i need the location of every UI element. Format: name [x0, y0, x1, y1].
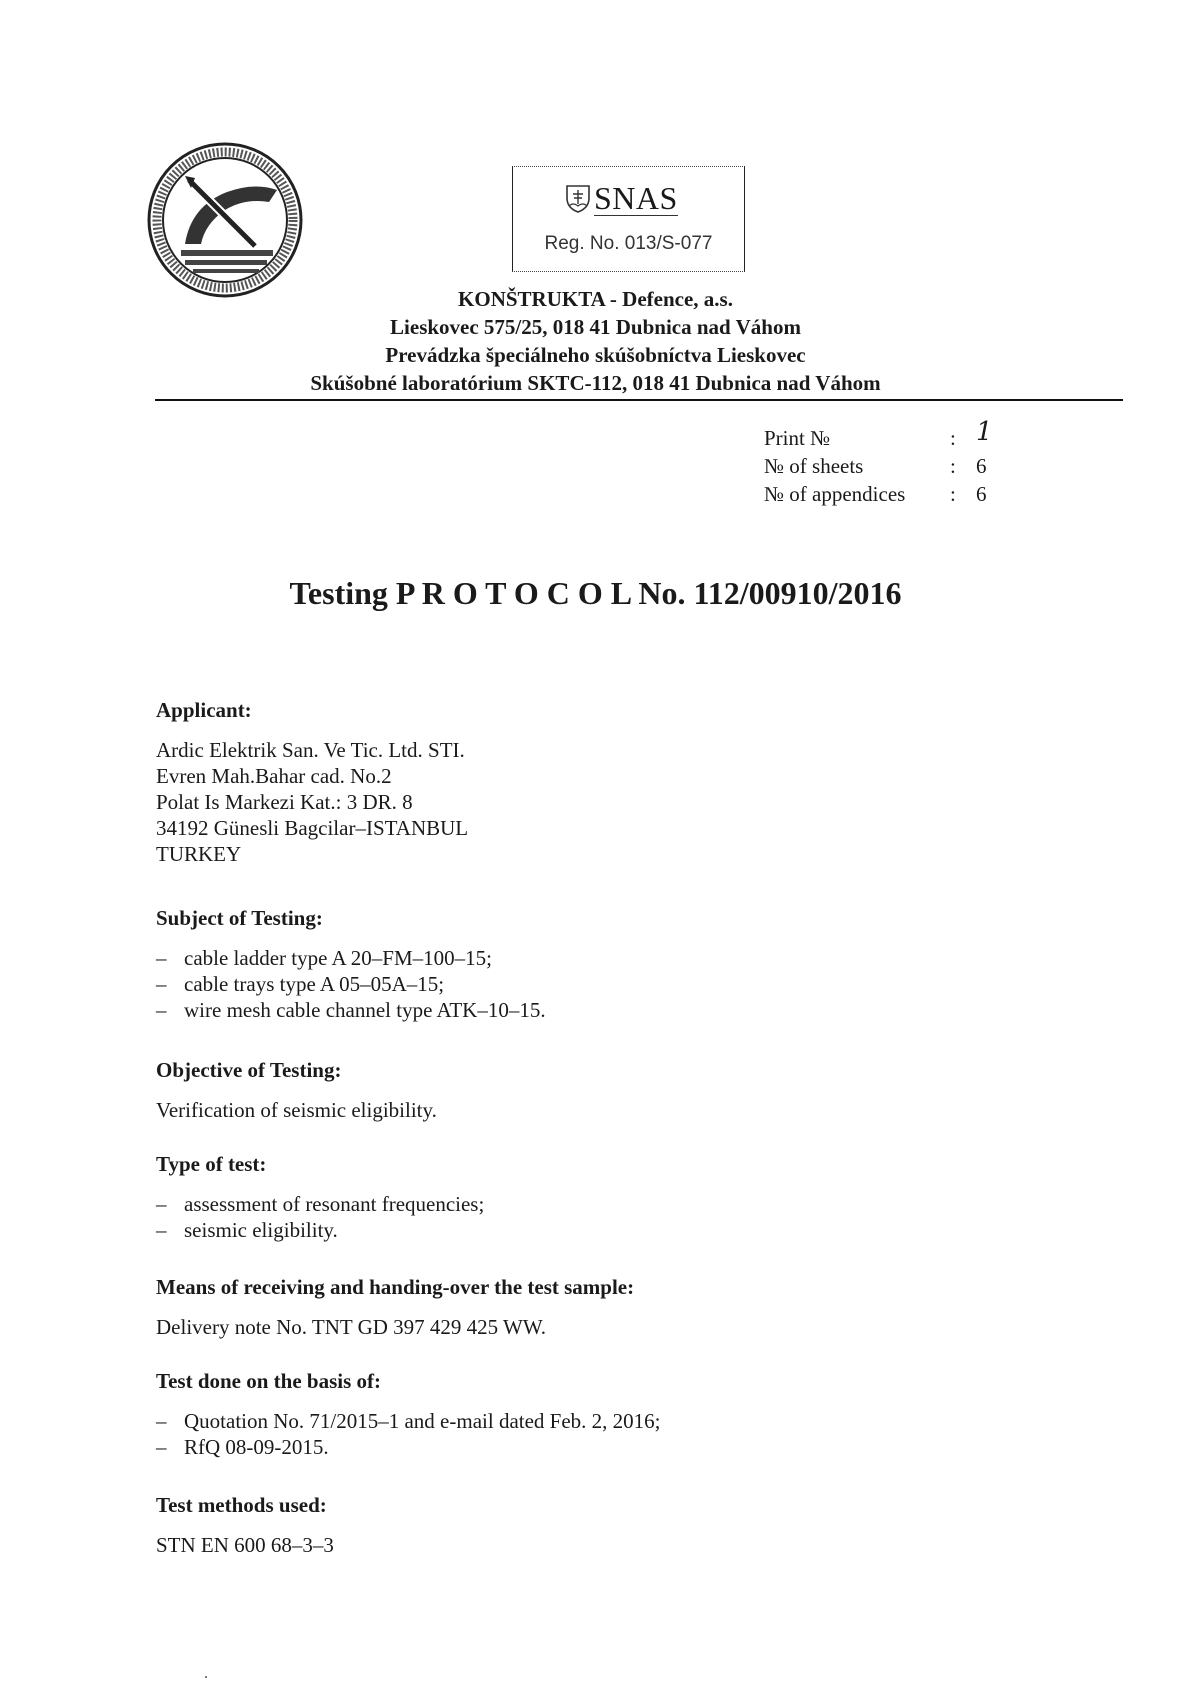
org-unit: Prevádzka špeciálneho skúšobníctva Lieskovec	[385, 343, 806, 367]
meta-value: 1	[976, 417, 993, 447]
basis-section	[156, 1368, 1056, 1460]
address-line: Evren Mah.Bahar cad. No.2	[156, 764, 392, 788]
section-heading: Applicant:	[156, 698, 252, 722]
section-text: Verification of seismic eligibility.	[156, 1098, 437, 1122]
section-text: Delivery note No. TNT GD 397 429 425 WW.	[156, 1315, 547, 1339]
meta-label: № of sheets	[764, 454, 864, 478]
section-heading: Test done on the basis of:	[156, 1369, 382, 1393]
methods-section	[156, 1492, 1056, 1558]
section-text: STN EN 600 68–3–3	[156, 1533, 334, 1557]
subject-section	[156, 905, 1056, 1023]
list-item: – cable ladder type A 20–FM–100–15;	[156, 946, 492, 970]
list-item: – cable trays type A 05–05A–15;	[156, 972, 445, 996]
list-item: – assessment of resonant frequencies;	[156, 1192, 485, 1216]
scan-speck	[205, 1676, 207, 1678]
address-line: TURKEY	[156, 842, 242, 866]
meta-value: 6	[976, 454, 987, 478]
meta-value: 6	[976, 482, 987, 506]
list-item: – RfQ 08-09-2015.	[156, 1435, 329, 1459]
snas-brand	[565, 179, 678, 219]
test-type-section	[156, 1151, 1056, 1243]
applicant-section	[156, 697, 1056, 867]
slovak-coat-of-arms-icon	[565, 184, 591, 214]
list-item: – Quotation No. 71/2015–1 and e-mail dated Feb. 2, 2016;	[156, 1409, 661, 1433]
org-address: Lieskovec 575/25, 018 41 Dubnica nad Váhom	[390, 315, 801, 339]
section-heading: Subject of Testing:	[156, 906, 323, 930]
means-section	[156, 1274, 1056, 1340]
header-divider	[155, 399, 1123, 401]
list-item: – seismic eligibility.	[156, 1218, 338, 1242]
objective-section	[156, 1057, 1056, 1123]
list-item: – wire mesh cable channel type ATK–10–15.	[156, 998, 546, 1022]
section-heading: Objective of Testing:	[156, 1058, 342, 1082]
section-heading: Type of test:	[156, 1152, 267, 1176]
document-title: Testing P R O T O C O L No. 112/00910/2016	[289, 575, 902, 611]
snas-name: SNAS	[594, 180, 678, 216]
meta-label: Print №	[764, 426, 831, 450]
accreditation-mark	[512, 166, 745, 272]
section-heading: Means of receiving and handing-over the test sample:	[156, 1275, 635, 1299]
section-heading: Test methods used:	[156, 1493, 327, 1517]
address-line: Ardic Elektrik San. Ve Tic. Ltd. STI.	[156, 738, 465, 762]
company-logo	[145, 140, 305, 300]
org-name: KONŠTRUKTA - Defence, a.s.	[458, 287, 733, 311]
org-laboratory: Skúšobné laboratórium SKTC-112, 018 41 Dubnica nad Váhom	[310, 371, 881, 395]
registration-number: Reg. No. 013/S-077	[544, 233, 713, 254]
meta-label: № of appendices	[764, 482, 906, 506]
address-line: Polat Is Markezi Kat.: 3 DR. 8	[156, 790, 413, 814]
address-line: 34192 Günesli Bagcilar–ISTANBUL	[156, 816, 469, 840]
